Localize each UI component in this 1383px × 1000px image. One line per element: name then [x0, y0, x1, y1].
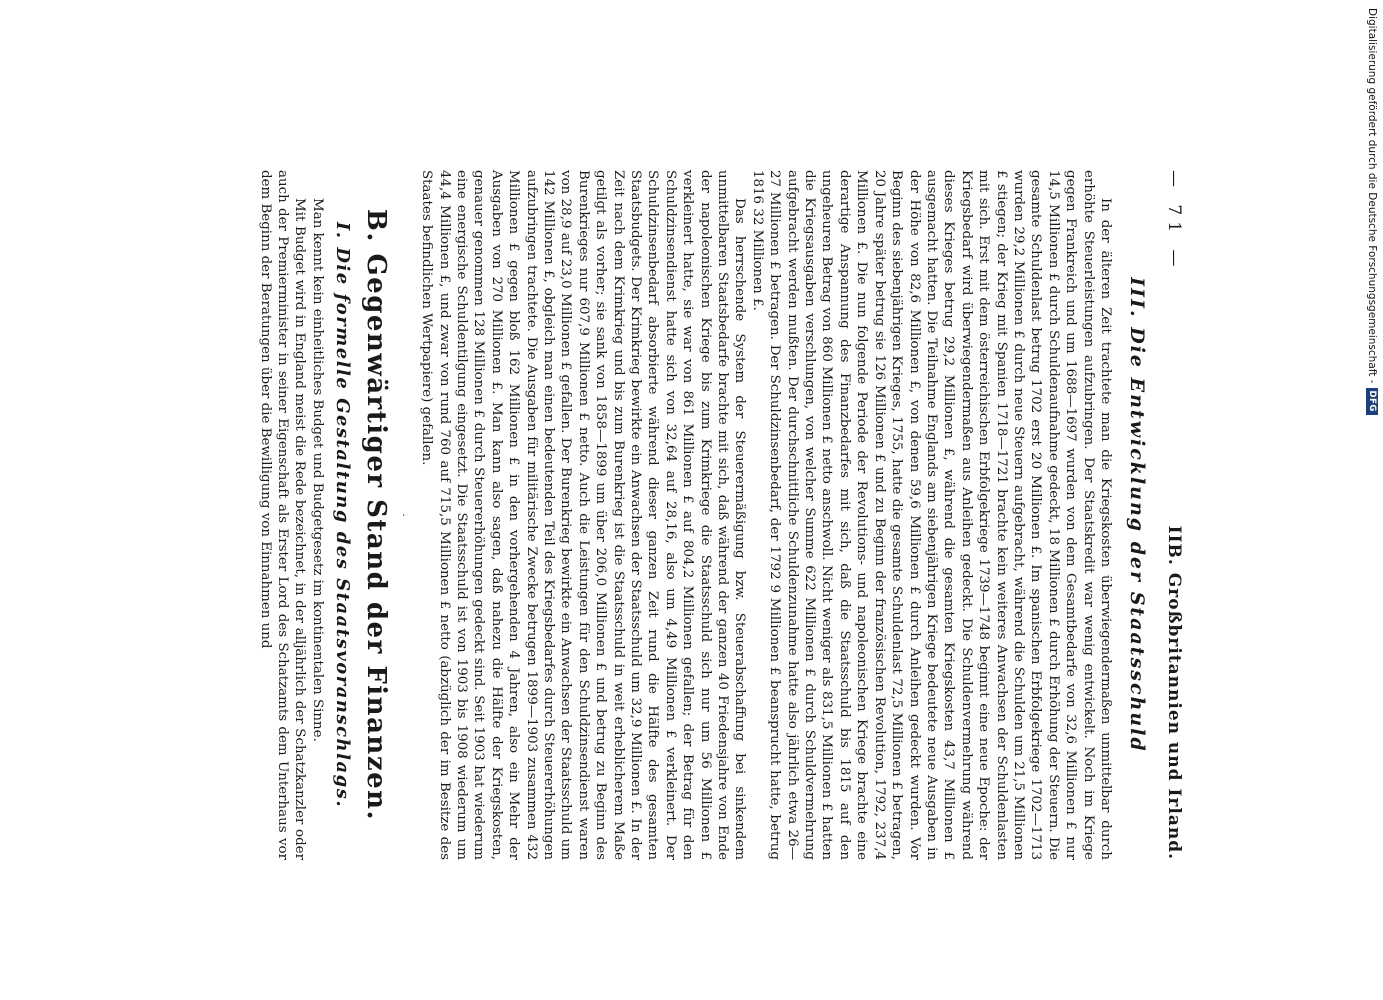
chapter-title: IIB. Großbritannien und Irland.	[1164, 525, 1184, 860]
separator-dot: ·	[396, 513, 408, 517]
scanned-page	[110, 0, 1240, 1000]
running-head	[1164, 170, 1184, 860]
digitization-credit	[1362, 8, 1382, 908]
body-paragraph: Das herrschende System der Steuerermäßigung bzw. Steuerabschaffung bei sinkendem unmittelbaren Staatsbedarfe brachte mit sich, daß während der ganzen 40 Friedensjahre von Ende der napoleonischen Kriege bis zum Krimkriege die Staatsschuld sich nur um 56 Millionen £ verkleinert hatte, sie war von 861 Millionen £ auf 804,2 Millionen gefallen; der Betrag für den Schuldzinsendienst hatte sich von 32,64 auf 28,16, also um 4,49 Millionen £ verkleinert. Der Schuldzinsenbedarf absorbierte während dieser ganzen Zeit rund die Hälfte des gesamten Staatsbudgets. Der Krimkrieg bewirkte ein Anwachsen der Staatsschuld um 32,9 Millionen £. In der Zeit nach dem Krimkrieg und bis zum Burenkrieg ist die Staatsschuld in weit erheblicherem Maße getilgt als vorher; sie sank von 1858—1899 um über 206,0 Millionen £ und betrug zu Beginn des Burenkrieges nur 607,9 Millionen £ netto. Auch die Leistungen für den Schuldzinsendienst waren von 28,9 auf 23,0 Millionen £ gefallen. Der Burenkrieg bewirkte ein Anwachsen der Staatsschuld um 142 Millionen £, obgleich man einen bedeutenden Teil des Kriegsbedarfes durch Steuererhöhungen aufzubringen trachtete. Die Ausgaben für militärische Zwecke betrugen 1899—1903 zusammen 432 Millionen £ gegen bloß 162 Millionen £ in den vorhergehenden 4 Jahren, also ein Mehr der Ausgaben von 270 Millionen £. Man kann also sagen, daß nahezu die Hälfte der Kriegskosten, genauer genommen 128 Millionen £ durch Steuererhöhungen gedeckt sind. Seit 1903 hat wiederum eine energische Schuldentilgung eingesetzt. Die Staatsschuld ist von 1903 bis 1908 wiederum um 44,4 Millionen £, und zwar von rund 760 auf 715,5 Millionen £ netto (abzüglich der im Besitze des Staates befindlichen Wertpapiere) gefallen.	[419, 170, 748, 860]
body-paragraph: Mit Budget wird in England meist die Rede bezeichnet, in der alljährlich der Schatzkanzler oder auch der Premierminister in seiner Eigenschaft als Erster Lord des Schatzamts dem Unterhaus vor dem Beginn der Beratungen über die Bewilligung von Einnahmen und	[257, 170, 308, 860]
part-heading: B. Gegenwärtiger Stand der Finanzen.	[360, 208, 391, 822]
page-number: — 71 —	[1164, 170, 1184, 273]
body-paragraph: In der älteren Zeit trachtete man die Kriegskosten überwiegendermaßen unmittelbar durch erhöhte Steuerleistungen aufzubringen. Der Staatskredit war wenig entwickelt. Noch im Kriege gegen Frankreich und um 1688—1697 wurden von dem Gesamtbedarfe von 32,6 Millionen £ nur 14,5 Millionen £ durch Schuldenaufnahme gedeckt, 18 Millionen £ durch Erhöhung der Steuern. Die gesamte Schuldenlast betrug 1702 erst 20 Millionen £. Im spanischen Erbfolgekriege 1702—1713 wurden 29,2 Millionen £ durch neue Steuern aufgebracht, während die Schulden um 21,5 Millionen £ stiegen; der Krieg mit Spanien 1718—1721 brachte kein weiteres Anwachsen der Schuldenlasten mit sich. Erst mit dem österreichischen Erbfolgekriege 1739—1748 beginnt eine neue Epoche: der Kriegsbedarf wird überwiegendermaßen aus Anleihen gedeckt. Die Schuldenvermehrung während dieses Krieges betrug 29,2 Millionen £, während die gesamten Kriegskosten 43,7 Millionen £ ausgemacht hatten. Die Teilnahme Englands am siebenjährigen Kriege bedeutete neue Ausgaben in der Höhe von 82,6 Millionen £, von denen 59,6 Millionen £ durch Anleihen gedeckt wurden. Vor Beginn des siebenjährigen Krieges, 1755, hatte die gesamte Schuldenlast 72,5 Millionen £ betragen, 20 Jahre später betrug sie 126 Millionen £ und zu Beginn der französischen Revolution, 1792, 237,4 Millionen £. Die nun folgende Periode der Revolutions- und napoleonischen Kriege brachte eine derartige Anspannung des Finanzbedarfes mit sich, daß die Staatsschuld bis 1815 auf den ungeheuren Betrag von 860 Millionen £ netto anschwoll. Nicht weniger als 831,5 Millionen £ hatten die Kriegsausgaben verschlungen, von welcher Summe 622 Millionen £ durch Schuldvermehrung aufgebracht werden mußten. Der durchschnittliche Schuldenzunahme hatte also jährlich etwa 26—27 Millionen £ betragen. Der Schuldzinsenbedarf, der 1792 9 Millionen £ beansprucht hatte, betrug 1816 32 Millionen £.	[749, 170, 1113, 860]
page-content	[110, 0, 1240, 1000]
body-paragraph: Man kennt kein einheitliches Budget und Budgetgesetz im kontinentalen Sinne.	[309, 198, 325, 742]
subsection-heading: I. Die formelle Gestaltung des Staatsvoranschlags.	[331, 221, 353, 809]
credit-text: Digitalisierung gefördert durch die Deutsche Forschungsgemeinschaft -	[1366, 8, 1378, 384]
dfg-logo: DFG	[1366, 388, 1378, 415]
section-heading: III. Die Entwicklung der Staatsschuld	[1126, 277, 1148, 753]
